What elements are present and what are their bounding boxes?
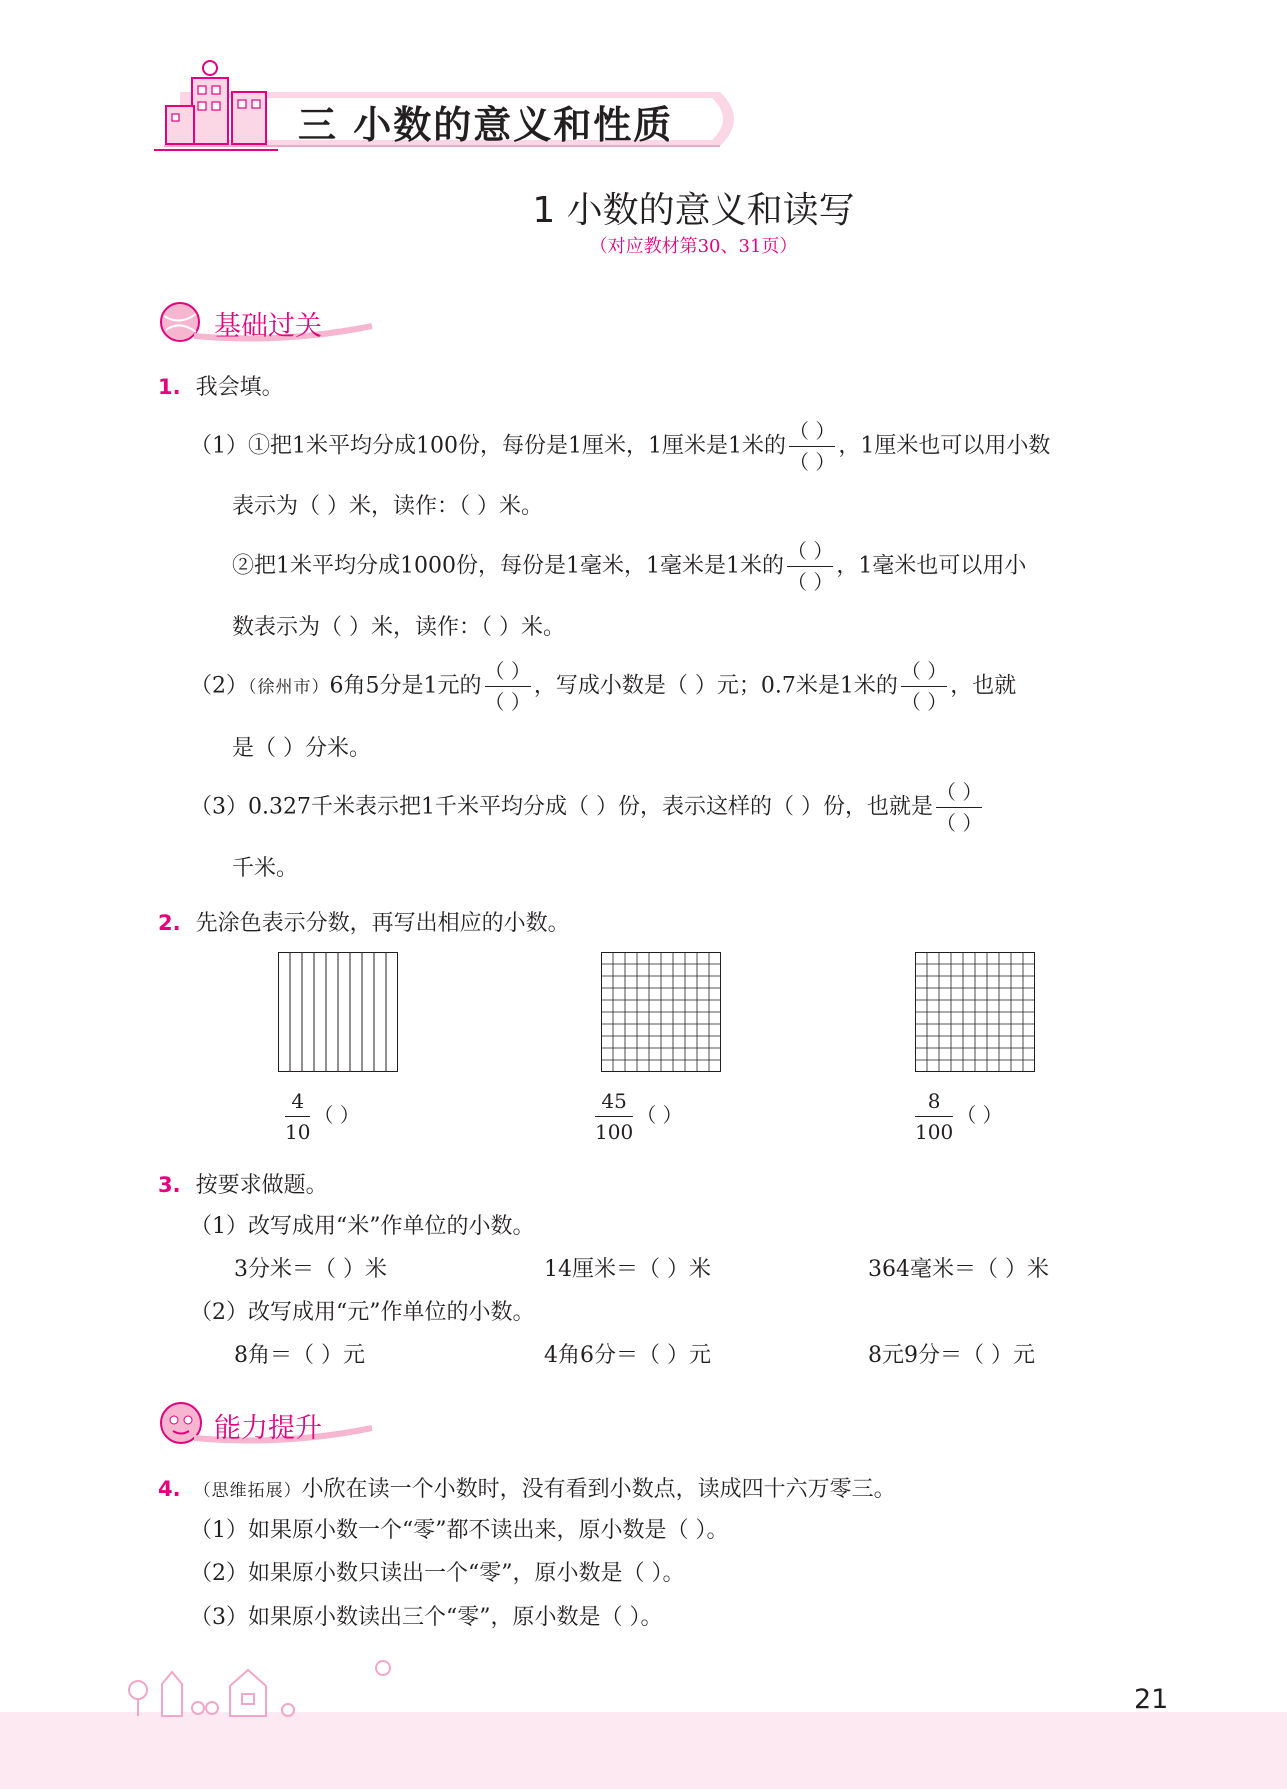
shading-grid-hundredths-2[interactable] — [915, 952, 1035, 1072]
q1-part2-line2: 数表示为（ ）米，读作：（ ）米。 — [232, 615, 565, 640]
q4-part1: （1）如果原小数一个“零”都不读出来，原小数是（ ）。 — [190, 1518, 729, 1543]
q2-text: 先涂色表示分数，再写出相应的小数。 — [195, 911, 570, 936]
q1-part1-text-end: ，1厘米也可以用小数 — [838, 433, 1051, 459]
q4-part3: （3）如果原小数读出三个“零”，原小数是（ ）。 — [190, 1605, 663, 1630]
q1-part3-lead: （2） — [190, 673, 248, 699]
q3-heading — [158, 1170, 328, 1201]
q3-text: 按要求做题。 — [195, 1173, 328, 1198]
q1-part3-line2: 是（ ）分米。 — [232, 736, 371, 761]
q2-number: 2. — [158, 911, 181, 935]
q1-part3-line1 — [190, 656, 1016, 717]
q1-part3-text-c: ，也就 — [950, 673, 1017, 699]
q1-part2-line1 — [232, 536, 1026, 597]
footer-band — [0, 1712, 1287, 1789]
q2-heading — [158, 908, 570, 939]
q3-part1: （1）改写成用“米”作单位的小数。 — [190, 1214, 535, 1239]
q3-number: 3. — [158, 1173, 181, 1197]
lesson-title: 1 小数的意义和读写 — [532, 190, 855, 231]
q3-row1-item1[interactable]: 3分米＝（ ）米 — [234, 1257, 387, 1282]
q1-part1-text: （1）①把1米平均分成100份，每份是1厘米，1厘米是1米的 — [190, 433, 786, 459]
fraction-blank[interactable]: $\frac{( )}{( )}$ — [935, 780, 983, 835]
lesson-page-reference: （对应教材第30、31页） — [589, 236, 798, 257]
q1-heading — [158, 372, 284, 403]
fraction-blank[interactable]: $\frac{( )}{( )}$ — [786, 539, 834, 594]
q1-part2-text-end: ，1毫米也可以用小 — [836, 553, 1027, 579]
section-header-advanced — [158, 1398, 378, 1448]
q1-part1-line1 — [190, 416, 1050, 477]
q2-item-3 — [912, 1086, 1003, 1147]
answer-blank[interactable]: （ ） — [313, 1103, 360, 1127]
page-number: 21 — [1134, 1684, 1169, 1715]
q1-part1-line2: 表示为（ ）米，读作：（ ）米。 — [232, 494, 543, 519]
q3-part2: （2）改写成用“元”作单位的小数。 — [190, 1300, 535, 1325]
q3-row1-item2[interactable]: 14厘米＝（ ）米 — [544, 1257, 711, 1282]
section-title-advanced: 能力提升 — [214, 1413, 322, 1444]
q2-item-1 — [282, 1086, 360, 1147]
building-icon — [152, 58, 282, 158]
fraction: $\frac{8}{100}$ — [915, 1089, 954, 1144]
fraction: $\frac{45}{100}$ — [595, 1089, 634, 1144]
q1-part4-text: （3）0.327千米表示把1千米平均分成（ ）份，表示这样的（ ）份，也就是 — [190, 794, 933, 820]
shading-grid-tenths[interactable] — [278, 952, 398, 1072]
q1-part4-line2: 千米。 — [232, 856, 299, 881]
fraction-blank[interactable]: $\frac{( )}{( )}$ — [788, 419, 836, 474]
section-header-basic — [158, 296, 378, 346]
q1-text: 我会填。 — [195, 375, 284, 400]
q1-number: 1. — [158, 375, 181, 399]
q2-item-2 — [592, 1086, 683, 1147]
q3-row2-item3[interactable]: 8元9分＝（ ）元 — [868, 1343, 1035, 1368]
q4-part2: （2）如果原小数只读出一个“零”，原小数是（ ）。 — [190, 1561, 685, 1586]
q3-row1-item3[interactable]: 364毫米＝（ ）米 — [868, 1257, 1049, 1282]
q4-number: 4. — [158, 1477, 181, 1501]
fraction: $\frac{4}{10}$ — [285, 1089, 311, 1144]
chapter-title: 三 小数的意义和性质 — [298, 103, 674, 147]
q1-part4-line1 — [190, 777, 985, 838]
q3-row2-item2[interactable]: 4角6分＝（ ）元 — [544, 1343, 711, 1368]
q1-part3-text-a: 6角5分是1元的 — [329, 673, 482, 699]
q1-part3-text-b: ，写成小数是（ ）元；0.7米是1米的 — [533, 673, 898, 699]
q4-text: 小欣在读一个小数时，没有看到小数点，读成四十六万零三。 — [301, 1477, 896, 1502]
q1-part2-text: ②把1米平均分成1000份，每份是1毫米，1毫米是1米的 — [232, 553, 784, 579]
q3-row2-item1[interactable]: 8角＝（ ）元 — [234, 1343, 365, 1368]
shading-grid-hundredths-1[interactable] — [601, 952, 721, 1072]
answer-blank[interactable]: （ ） — [636, 1103, 683, 1127]
source-tag: （思维拓展） — [193, 1481, 302, 1501]
fraction-blank[interactable]: $\frac{( )}{( )}$ — [484, 659, 531, 714]
answer-blank[interactable]: （ ） — [956, 1103, 1003, 1127]
section-title-basic: 基础过关 — [214, 311, 322, 342]
source-tag: （徐州市） — [248, 677, 330, 698]
q4-heading — [158, 1474, 896, 1506]
fraction-blank[interactable]: $\frac{( )}{( )}$ — [900, 659, 948, 714]
town-illustration — [118, 1650, 418, 1720]
